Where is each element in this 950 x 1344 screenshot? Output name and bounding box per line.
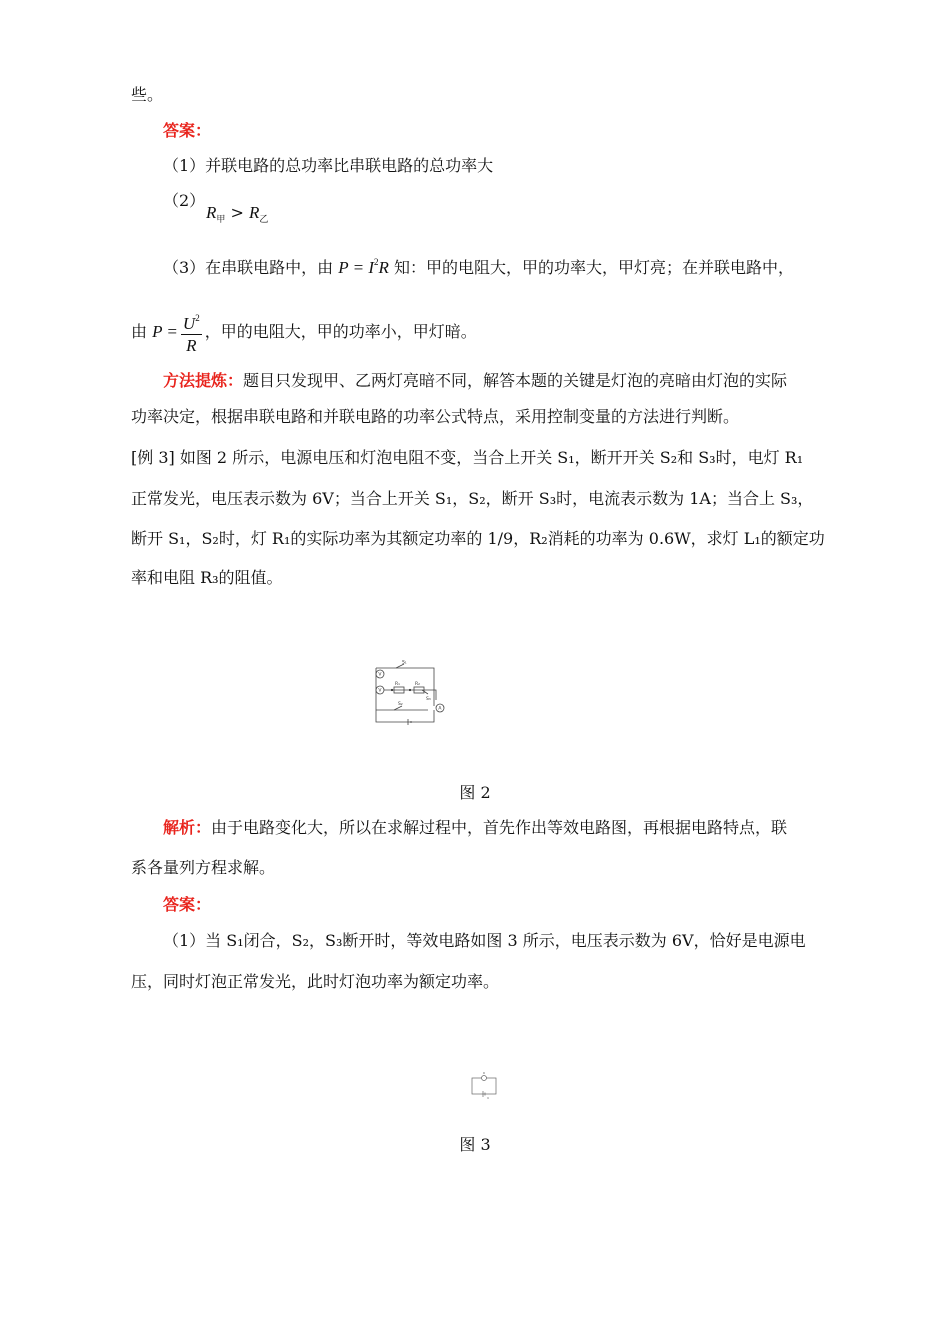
text: 题目只发现甲、乙两灯亮暗不同，解答本题的关键是灯泡的亮暗由灯泡的实际 <box>243 371 788 390</box>
figure-3-caption: 图 3 <box>459 1135 491 1154</box>
answer-label: 答案： <box>163 121 212 140</box>
fraction <box>181 308 202 357</box>
gt-sign: > <box>225 203 249 222</box>
source-label: U <box>487 1096 490 1100</box>
answer-1: （1）并联电路的总功率比串联电路的总功率大 <box>163 156 494 175</box>
r2-label: R₂ <box>415 682 420 687</box>
method-line-2: 功率决定，根据串联电路和并联电路的功率公式特点，采用控制变量的方法进行判断。 <box>131 407 740 426</box>
analysis-line-1 <box>163 817 787 839</box>
voltmeter-label: V <box>378 688 382 694</box>
example-line-2: 正常发光，电压表示数为 6V；当合上开关 S₁，S₂，断开 S₃时，电流表示数为 1A；当合上 S₃， <box>131 489 814 508</box>
answer-4 <box>131 308 477 357</box>
symbol-r: R <box>206 203 217 222</box>
answer-label: 答案： <box>163 895 212 914</box>
formula: P = <box>152 322 178 341</box>
subscript: 乙 <box>259 215 269 225</box>
text: 由于电路变化大，所以在求解过程中，首先作出等效电路图，再根据电路特点，联 <box>211 818 788 837</box>
formula: P = I <box>338 258 374 277</box>
superscript: 2 <box>195 313 200 323</box>
s1-label: S₁ <box>402 660 407 666</box>
r1-label: R₁ <box>395 682 400 687</box>
method-line-1 <box>163 370 787 392</box>
example-line-4: 率和电阻 R₃的阻值。 <box>131 568 283 587</box>
subscript: 甲 <box>216 215 226 225</box>
circuit-figure-2 <box>370 660 450 730</box>
analysis-line-2: 系各量列方程求解。 <box>131 858 276 877</box>
answer-3 <box>163 251 794 279</box>
symbol-u: U <box>182 314 196 333</box>
figure-2-caption: 图 2 <box>459 783 491 802</box>
text: 由 <box>131 322 148 341</box>
solution-line-2: 压，同时灯泡正常发光，此时灯泡功率为额定功率。 <box>131 972 500 991</box>
symbol-r: R <box>248 203 260 222</box>
ammeter-label: A <box>438 706 442 712</box>
r-label: R <box>483 1071 486 1075</box>
text: 知：甲的电阻大，甲的功率大，甲灯亮；在并联电路中， <box>393 258 794 277</box>
voltmeter-label: V <box>378 672 382 678</box>
text: （3）在串联电路中，由 <box>163 258 334 277</box>
method-label: 方法提炼： <box>163 371 244 390</box>
analysis-label: 解析： <box>163 818 212 837</box>
circuit-figure-3 <box>468 1070 500 1100</box>
example-line-3: 断开 S₁，S₂时，灯 R₁的实际功率为其额定功率的 1/9，R₂消耗的功率为 0.6W，求灯 L₁的额定功 <box>131 529 825 548</box>
s3-label: S₃ <box>426 697 431 702</box>
symbol-r: R <box>186 336 197 355</box>
example-line-1: [例 3] 如图 2 所示，电源电压和灯泡电阻不变，当合上开关 S₁，断开开关 S₂和 S₃时，电灯 R₁ <box>131 448 804 467</box>
formula: R <box>378 258 389 277</box>
superscript: 2 <box>374 257 379 267</box>
answer-2-formula <box>206 202 268 231</box>
solution-line-1: （1）当 S₁闭合，S₂，S₃断开时，等效电路如图 3 所示，电压表示数为 6V，恰好是电源电 <box>163 931 806 950</box>
s2-label: S₂ <box>398 702 403 707</box>
text-line: 些。 <box>131 85 164 104</box>
text: ，甲的电阻大，甲的功率小，甲灯暗。 <box>204 322 477 341</box>
answer-2-prefix: （2） <box>163 191 206 210</box>
